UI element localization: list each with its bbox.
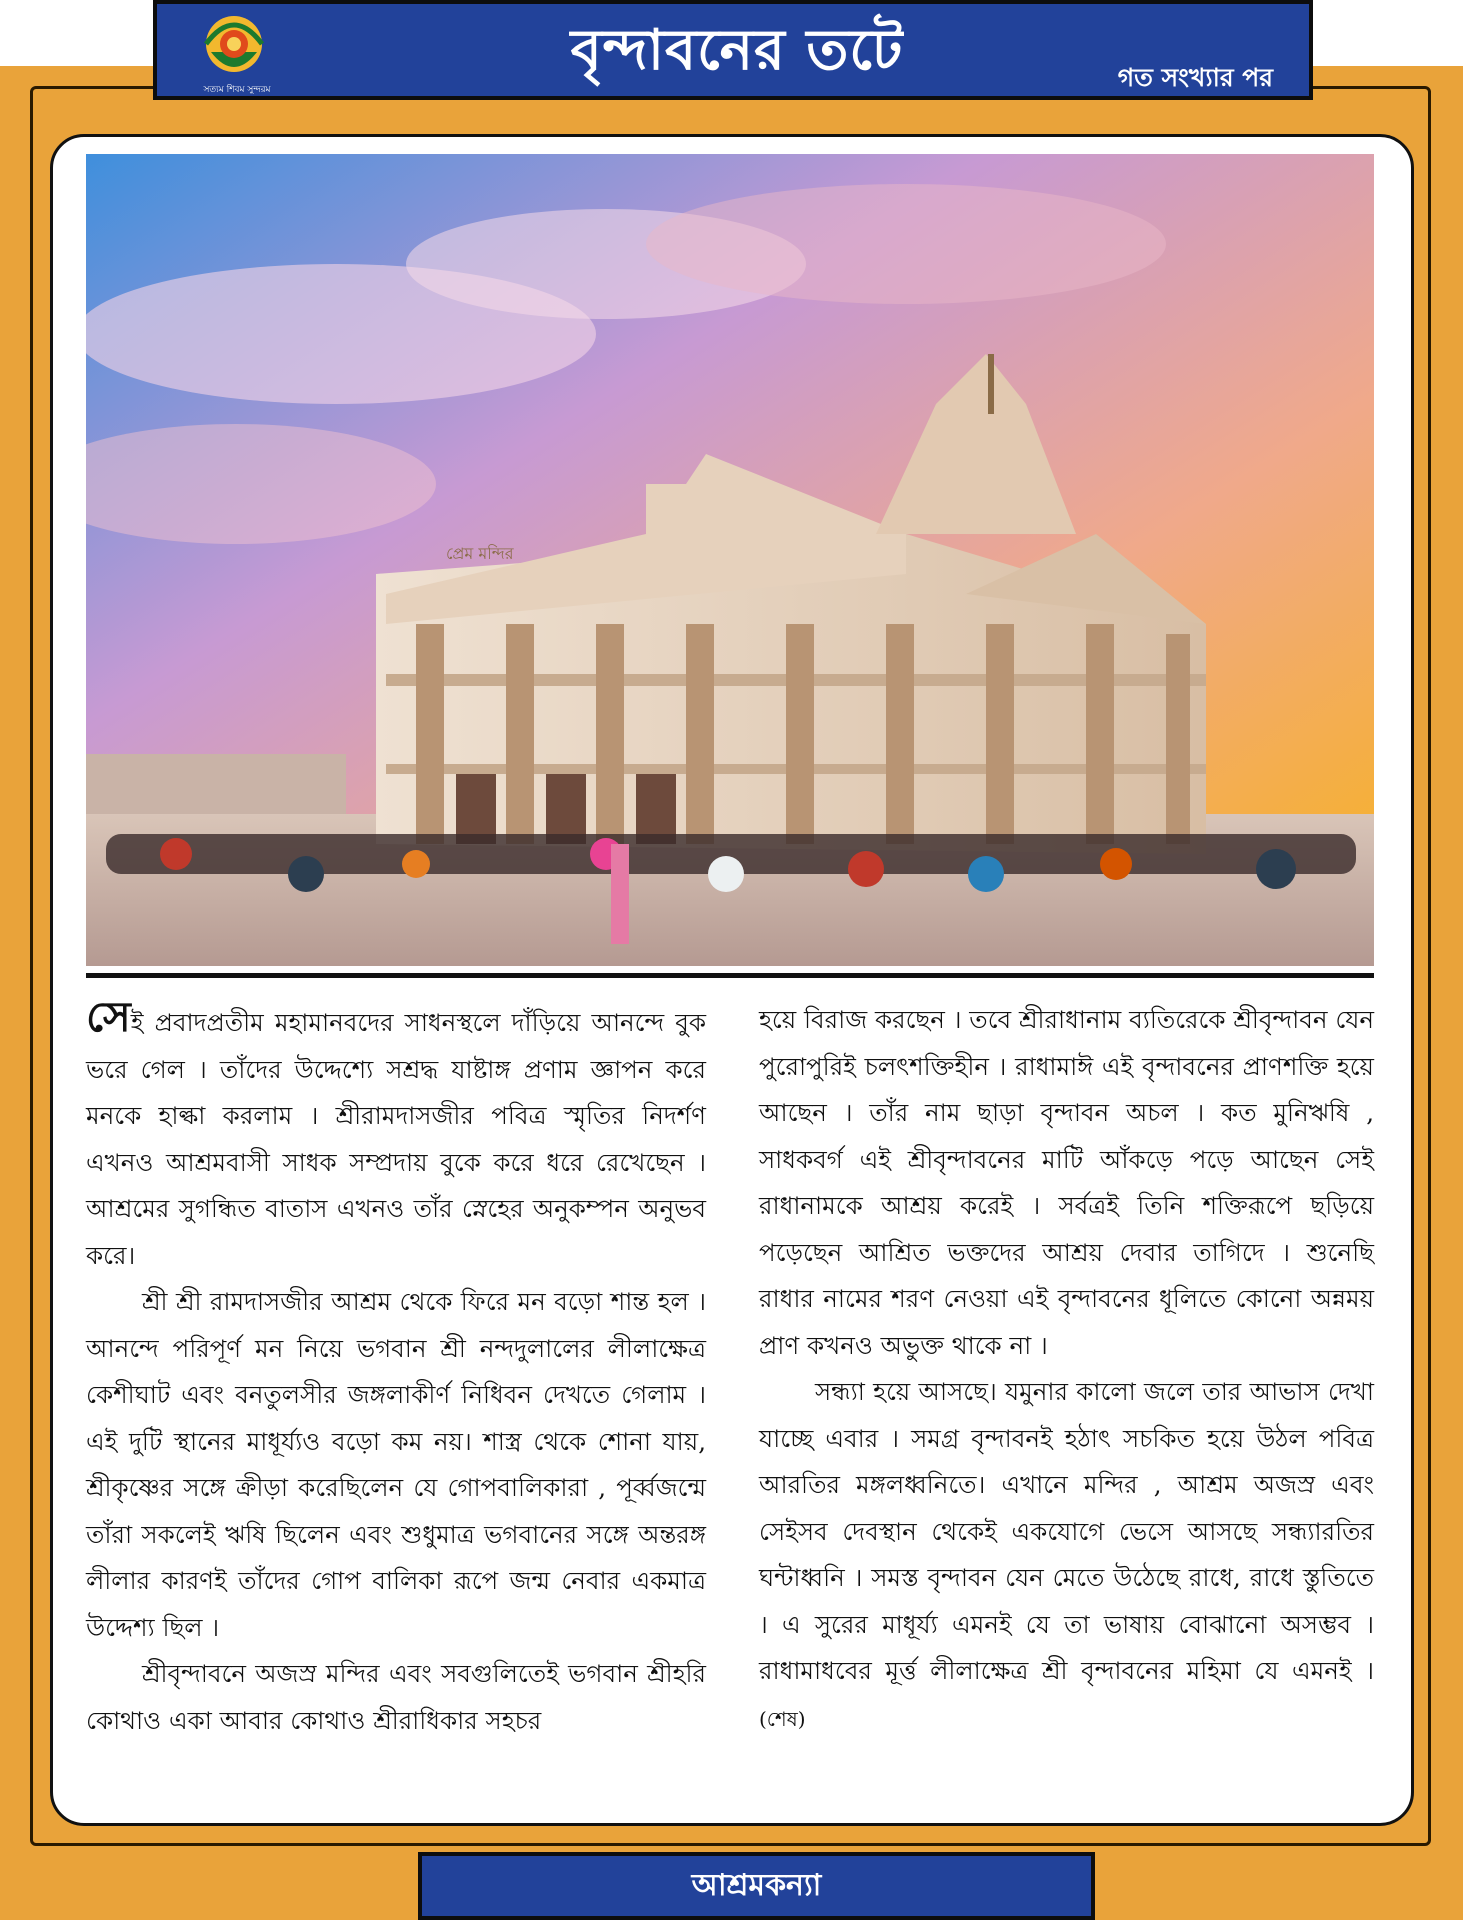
article-paragraph: শ্রীবৃন্দাবনে অজস্র মন্দির এবং সবগুলিতেই ভগবান শ্রীহরি কোথাও একা আবার কোথাও শ্রীরাধিকার সহচর: [86, 1659, 706, 1735]
footer-tab: আশ্রমকন্যা: [418, 1852, 1095, 1920]
temple-signboard: প্রেম মন্দির: [446, 544, 514, 563]
header-banner: [153, 0, 1313, 100]
end-mark: (শেষ): [759, 1706, 806, 1731]
article-column-right: [759, 997, 1374, 1742]
temple-photo: [86, 154, 1374, 966]
article-paragraph: শ্রী শ্রী রামদাসজীর আশ্রম থেকে ফিরে মন বড়ো শান্ত হল । আনন্দে পরিপূর্ণ মন নিয়ে ভগবান শ্রী নন্দদুলালের লীলাক্ষেত্র কেশীঘাট এবং বনতুলসীর জঙ্গলাকীর্ণ নিধিবন দেখতে গেলাম । এই দুটি স্থানের মাধূর্য্যও বড়ো কম নয়। শাস্ত্র থেকে শোনা যায়, শ্রীকৃষ্ণের সঙ্গে ক্রীড়া করেছিলেন যে গোপবালিকারা , পূর্ব্বজন্মে তাঁরা সকলেই ঋষি ছিলেন এবং শুধুমাত্র ভগবানের সঙ্গে অন্তরঙ্গ লীলার কারণই তাঁদের গোপ বালিকা রূপে জন্ম নেবার একমাত্র উদ্দেশ্য ছিল ।: [86, 1287, 706, 1642]
paragraph-text: সন্ধ্যা হয়ে আসছে। যমুনার কালো জলে তার আভাস দেখা যাচ্ছে এবার । সমগ্র বৃন্দাবনই হঠাৎ সচকিত হয়ে উঠল পবিত্র আরতির মঙ্গলধ্বনিতে। এখানে মন্দির , আশ্রম অজস্র এবং সেইসব দেবস্থান থেকেই একযোগে ভেসে আসছে সন্ধ্যারতির ঘন্টাধ্বনি । সমস্ত বৃন্দাবন যেন মেতে উঠেছে রাধে, রাধে স্তুতিতে । এ সুরের মাধূর্য্য এমনই যে তা ভাষায় বোঝানো অসম্ভব । রাধামাধবের মূর্ত্ত লীলাক্ষেত্র শ্রী বৃন্দাবনের মহিমা যে এমনই ।: [759, 1377, 1374, 1685]
article-column-left: [86, 992, 706, 1744]
logo-caption: সত্যম শিবম সুন্দরম: [203, 85, 271, 95]
article-paragraph: হয়ে বিরাজ করছেন । তবে শ্রীরাধানাম ব্যতিরেকে শ্রীবৃন্দাবন যেন পুরোপুরিই চলৎশক্তিহীন । রাধামাঈ এই বৃন্দাবনের প্রাণশক্তি হয়ে আছেন । তাঁর নাম ছাড়া বৃন্দাবন অচল । কত মুনিঋষি , সাধকবর্গ এই শ্রীবৃন্দাবনের মাটি আঁকড়ে পড়ে আছেন সেই রাধানামকে আশ্রয় করেই । সর্বত্রই তিনি শক্তিরূপে ছড়িয়ে পড়েছেন আশ্রিত ভক্তদের আশ্রয় দেবার তাগিদে । শুনেছি রাধার নামের শরণ নেওয়া এই বৃন্দাবনের ধূলিতে কোনো অন্নময় প্রাণ কখনও অভুক্ত থাকে না ।: [759, 1005, 1374, 1360]
page-title: বৃন্দাবনের তটে: [570, 18, 904, 83]
section-divider: [86, 973, 1374, 978]
continued-label: গত সংখ্যার পর: [1117, 63, 1273, 92]
paragraph-text: ই প্রবাদপ্রতীম মহামানবদের সাধনস্থলে দাঁড়িয়ে আনন্দে বুক ভরে গেল । তাঁদের উদ্দেশ্যে সশ্রদ্ধ যাষ্টাঙ্গ প্রণাম জ্ঞাপন করে মনকে হাল্কা করলাম । শ্রীরামদাসজীর পবিত্র স্মৃতির নিদর্শণ এখনও আশ্রমবাসী সাধক সম্প্রদায় বুকে করে ধরে রেখেছেন । আশ্রমের সুগন্ধিত বাতাস এখনও তাঁর স্নেহের অনুকম্পন অনুভব করে।: [86, 1008, 706, 1270]
dropcap: সে: [86, 992, 131, 1041]
article-card: [50, 134, 1414, 1826]
article-paragraph: [759, 1369, 1374, 1742]
article-paragraph: [86, 992, 706, 1279]
